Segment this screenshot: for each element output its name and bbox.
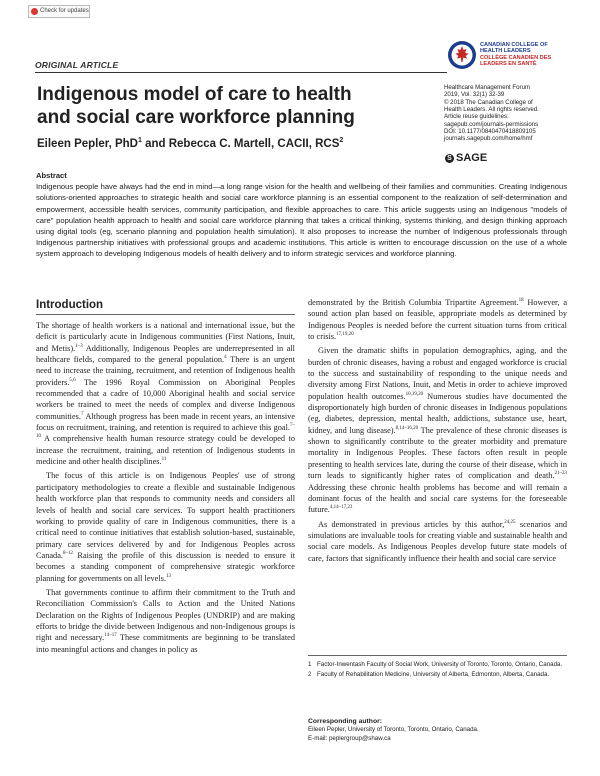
text: Addressing these chronic health problems has become and will remain a dominant focus of the health and social care systems for the foreseeable future. [308, 482, 567, 515]
paragraph [308, 519, 567, 564]
abstract-heading: Abstract [36, 171, 67, 180]
citation[interactable]: 8–12 [62, 551, 73, 557]
citation[interactable]: 5,6 [69, 377, 76, 383]
article-title: Indigenous model of care to health and social care workforce planning [37, 84, 355, 128]
updates-label: Check for updates [40, 8, 89, 14]
section-rule [36, 314, 295, 315]
paragraph [308, 297, 567, 342]
paragraph [36, 470, 295, 583]
journal-line: Health Leaders. All rights reserved. [444, 106, 539, 114]
text: There is an urgent need to increase the training, recruitment, and retention of Indigenous health providers. [36, 355, 296, 387]
journal-line: Article reuse guidelines: [444, 113, 509, 121]
logo-line-1: CANADIAN COLLEGE OF [480, 42, 548, 48]
affiliation-number: 1 [308, 661, 312, 668]
paragraph [36, 320, 295, 467]
correspondence [308, 718, 567, 743]
text: That governments continue to affirm their commitment to the Truth and Reconciliation Commission's Calls to Action and the United Nations Declaration on the Rights of Indigenous Peoples (UNDRIP) and are making efforts to bridge the divide between Indigenous and non-Indigenous groups is right and necessary. [36, 587, 295, 643]
section-label: ORIGINAL ARTICLE [35, 60, 119, 70]
affiliation-item [308, 661, 567, 670]
text: Additionally, Indigenous Peoples are underrepresented in all healthcare fields, compared to the general population. [36, 343, 295, 365]
abstract [36, 170, 567, 260]
correspondence-heading: Corresponding author: [308, 718, 383, 725]
journal-link[interactable]: journals.sagepub.com/home/hmf [444, 135, 533, 143]
citation[interactable]: 18 [518, 298, 524, 304]
text: demonstrated by the British Columbia Tripartite Agreement. [308, 298, 519, 307]
author-2: Rebecca C. Martell, CACII, RCS [168, 137, 340, 150]
section-heading: Introduction [36, 299, 104, 311]
citation[interactable]: 11 [161, 457, 167, 463]
citation[interactable]: 4 [224, 355, 227, 361]
body-column-left [36, 320, 295, 658]
text: The 1996 Royal Commission on Aboriginal Peoples recommended that a cadre of 10,000 Aboriginal health and social service workers be trained to meet the needs of complex and diverse Indigenous communities. [36, 377, 295, 421]
text: The focus of this article is on Indigenous Peoples' use of strong participatory methodologies to create a flexible and sustainable Indigenous health workforce plan that responds to community needs and considers all levels of health and social care services. To support health practitioners working to provide quality of care in Indigenous communities, there is a critical need to continue initiatives that establish solution-based, sustainable, primary care services delivered by and for Indigenous Peoples across Canada. [36, 471, 295, 560]
author-conj: and [141, 137, 169, 150]
updates-icon [31, 8, 38, 15]
affiliation-text: Factor-Inwentash Faculty of Social Work, University of Toronto, Toronto, Ontario, Canada. [317, 661, 563, 668]
text: Given the dramatic shifts in population demographics, aging, and the burden of chronic diseases, having a robust and engaged workforce is crucial to the success and sustainability of responding to the unique needs and diversity among First Nations, Inuit, and Metis in order to achieve improved population health outcomes. [308, 346, 567, 401]
affiliation-text: Faculty of Rehabilitation Medicine, University of Alberta, Edmonton, Alberta, Canada. [317, 670, 550, 678]
logo-line-2: HEALTH LEADERS [480, 48, 531, 55]
logo-line-3: COLLÈGE CANADIEN DES [480, 54, 552, 61]
citation[interactable]: 24,25 [504, 519, 516, 525]
header-rule [35, 72, 447, 73]
paragraph [36, 587, 295, 655]
citation[interactable]: 21–23 [554, 471, 567, 477]
author-1: Eileen Pepler, PhD [37, 137, 138, 150]
sage-logo [445, 152, 487, 164]
journal-link[interactable]: sagepub.com/journals-permissions [444, 120, 539, 128]
text: Numerous studies have documented the disproportionately high burden of chronic diseases in Indigenous populations (eg, diabetes, depression, mental health, addictions, substance use, heart, kidney, and lung disease). [308, 391, 567, 435]
footnote-rule [308, 655, 567, 656]
text: As demonstrated in previous articles by this author, [318, 519, 505, 529]
citation[interactable]: 10,19,20 [405, 391, 424, 397]
citation[interactable]: 7–10 [36, 423, 295, 440]
maple-leaf-seal-icon [447, 40, 477, 70]
journal-line: © 2018 The Canadian College of [444, 98, 533, 106]
journal-info [444, 84, 594, 143]
text: A comprehensive health human resource strategy could be developed to increase the recruitment, training, and retention of Indigenous students in medicine and other health disciplines. [36, 434, 295, 467]
paragraph [308, 345, 567, 515]
sage-icon: S [445, 154, 454, 163]
citation[interactable]: 7 [80, 411, 84, 417]
text: The prevalence of these chronic diseases is shown to significantly contribute to the greater morbidity and premature mortality in Indigenous Peoples. These factors often result in people presenting to health services late, during the course of their disease, which in turn leads to significantly higher rates of complication and death. [308, 425, 567, 481]
correspondence-email[interactable]: E-mail: peplergroup@shaw.ca [308, 734, 391, 742]
author-1-affil: 1 [137, 137, 142, 144]
sage-label: SAGE [456, 152, 488, 164]
logo-text [480, 42, 590, 68]
journal-line: Healthcare Management Forum [444, 84, 531, 91]
affiliation-number: 2 [308, 670, 312, 678]
text: These commitments are beginning to be translated into meaningful actions and changes in policy as [36, 633, 295, 654]
affiliation-item [308, 671, 567, 680]
citation[interactable]: 13 [165, 573, 171, 579]
citation[interactable]: 1–3 [75, 343, 83, 349]
text: Raising the profile of this discussion is needed to ensure it becomes a standing component of comprehensive strategic workforce planning for governments on all levels. [36, 550, 295, 583]
correspondence-address: Eileen Pepler, University of Toronto, Toronto, Ontario, Canada. [308, 726, 479, 734]
citation[interactable]: 14–17 [104, 633, 117, 639]
author-list [37, 137, 343, 150]
logo-line-4: LEADERS EN SANTÉ [480, 61, 537, 68]
journal-line: 2019, Vol. 32(1) 32-39 [444, 91, 505, 99]
text: However, a sound action plan based on feasible, appropriate models as determined by Indigenous Peoples is needed before the current situation turns from critical to crisis. [308, 298, 567, 342]
citation[interactable]: 8,14–16,20 [395, 426, 419, 432]
author-2-affil: 2 [339, 137, 344, 144]
text: The shortage of health workers is a national and international issue, but the deficit is particularly acute in Indigenous communities (First Nations, Inuit, and Metis). [36, 321, 295, 353]
affiliations [308, 661, 567, 680]
body-column-right [308, 297, 567, 567]
journal-doi[interactable]: DOI: 10.1177/0840470418809105 [444, 128, 536, 136]
check-for-updates-badge[interactable] [28, 5, 90, 18]
text: scenarios and simulations are invaluable tools for creating viable and sustainable health and social care models. As Indigenous Peoples develop future state models of care, factors that significantly influence their health and social care service [308, 519, 567, 563]
text: Although progress has been made in recent years, an intensive focus on recruitment, training, and retention is required to achieve this goal. [36, 411, 295, 433]
citation[interactable]: 17,19,20 [336, 332, 354, 338]
publisher-logo [447, 40, 587, 76]
citation[interactable]: 4,14–17,23 [329, 505, 353, 511]
abstract-text: Indigenous people have always had the end in mind—a long range vision for the health and wellbeing of their families and communities. Creating Indigenous solutions-oriented approaches to strategic health and social care workforce planning is an essential component to the realization of self-determination and empowerment, accessible health services, community participation, and flexible approaches to care. This article suggests using an Indigenous "models of care" population health approach to health and social care workforce planning that takes a critical thinking, systems thinking, and design thinking approach using digital tools (eg, scenario planning and population health simulation). It also proposes to increase the number of Indigenous professionals through Indigenous partnership initiatives with professional groups and academic institutions. This article is written to encourage discussion on the use of a whole system approach to developing Indigenous models of health delivery and to inform strategic services and workforce planning. [36, 182, 567, 259]
